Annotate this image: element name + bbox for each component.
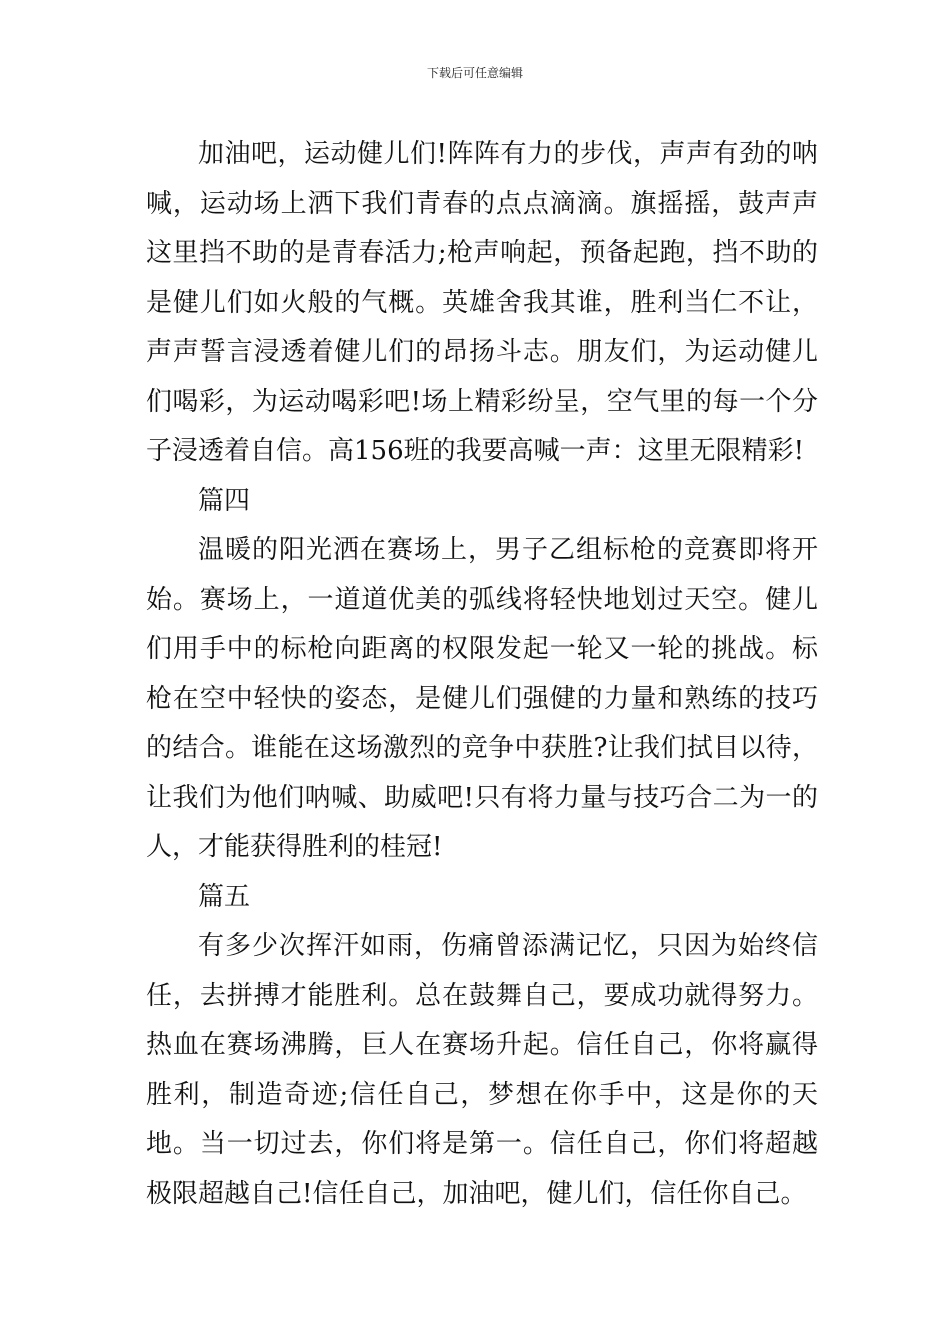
paragraph-1: 加油吧，运动健儿们!阵阵有力的步伐，声声有劲的呐喊，运动场上洒下我们青春的点点滴滴。旗摇摇，鼓声声这里挡不助的是青春活力;枪声响起，预备起跑，挡不助的是健儿们如火般的气概。英雄舍我其谁，胜利当仁不让，声声誓言浸透着健儿们的昂扬斗志。朋友们，为运动健儿们喝彩，为运动喝彩吧!场上精彩纷呈，空气里的每一个分子浸透着自信。高156班的我要高喊一声：这里无限精彩! — [146, 139, 818, 466]
section-heading-4: 篇四 — [198, 485, 251, 516]
section-heading-5: 篇五 — [198, 881, 251, 912]
document-body — [146, 130, 818, 1219]
paragraph-3: 有多少次挥汗如雨，伤痛曾添满记忆，只因为始终信任，去拼搏才能胜利。总在鼓舞自己，要成功就得努力。热血在赛场沸腾，巨人在赛场升起。信任自己，你将赢得胜利，制造奇迹;信任自己，梦想在你手中，这是你的天地。当一切过去，你们将是第一。信任自己，你们将超越极限超越自己!信任自己，加油吧，健儿们，信任你自己。 — [146, 931, 818, 1209]
page-header: 下载后可任意编辑 — [426, 66, 523, 80]
paragraph-2: 温暖的阳光洒在赛场上，男子乙组标枪的竞赛即将开始。赛场上，一道道优美的弧线将轻快地划过天空。健儿们用手中的标枪向距离的权限发起一轮又一轮的挑战。标枪在空中轻快的姿态，是健儿们强健的力量和熟练的技巧的结合。谁能在这场激烈的竞争中获胜?让我们拭目以待，让我们为他们呐喊、助威吧!只有将力量与技巧合二为一的人，才能获得胜利的桂冠! — [146, 535, 818, 862]
